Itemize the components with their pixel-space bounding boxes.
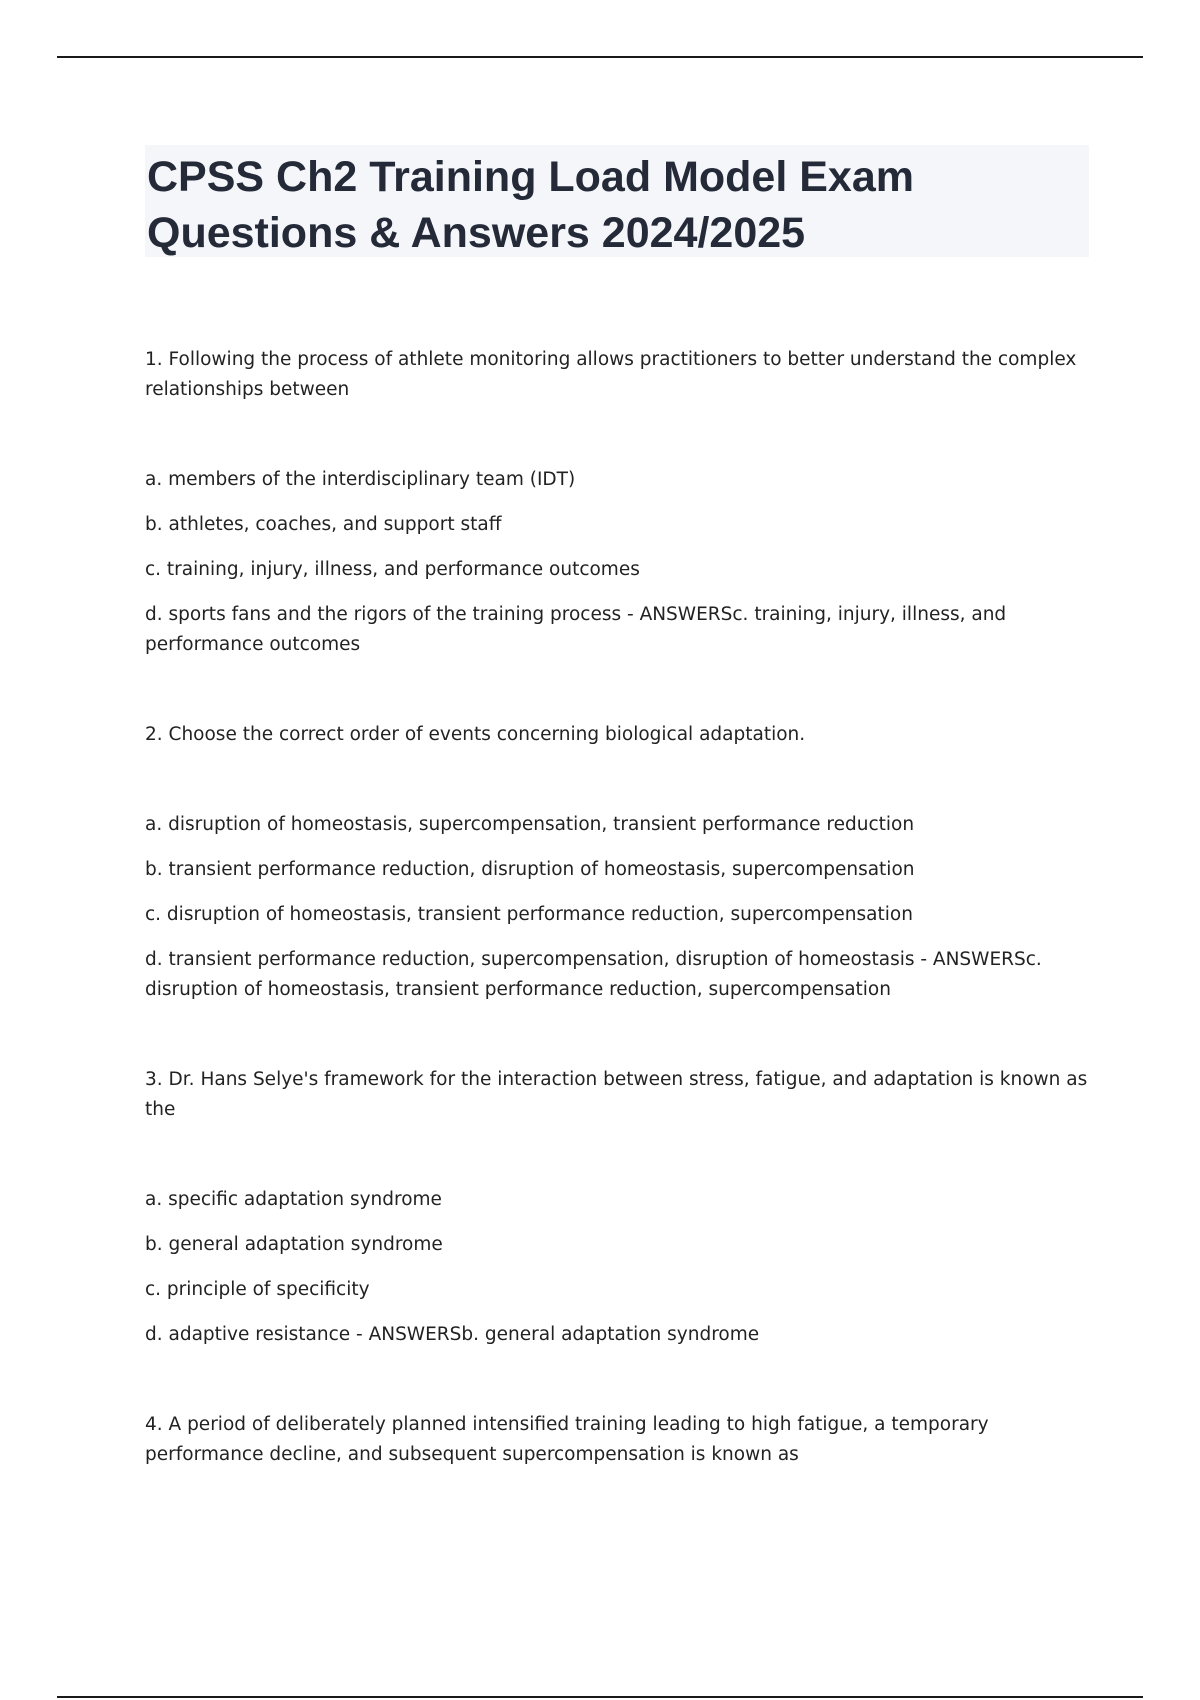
option-d-with-answer: d. transient performance reduction, supercompensation, disruption of homeostasis - ANSWERSc. disruption of homeostasis, transient performance reduction, supercompensation — [145, 949, 1042, 1000]
question-3 — [145, 1065, 1095, 1350]
question-list — [145, 345, 1095, 1530]
answer-options — [145, 1185, 1095, 1350]
option-c: c. training, injury, illness, and performance outcomes — [145, 559, 640, 580]
answer-options — [145, 465, 1095, 660]
bottom-divider — [57, 1696, 1143, 1698]
question-4 — [145, 1410, 1095, 1470]
question-1 — [145, 345, 1095, 660]
question-text: 4. A period of deliberately planned intensified training leading to high fatigue, a temporary performance decline, and subsequent supercompensation is known as — [145, 1414, 989, 1465]
question-text: 2. Choose the correct order of events concerning biological adaptation. — [145, 724, 806, 745]
question-2 — [145, 720, 1095, 1005]
question-text: 1. Following the process of athlete monitoring allows practitioners to better understand the complex relationships between — [145, 349, 1077, 400]
option-b: b. general adaptation syndrome — [145, 1234, 443, 1255]
option-a: a. members of the interdisciplinary team (IDT) — [145, 469, 576, 490]
option-a: a. specific adaptation syndrome — [145, 1189, 442, 1210]
top-divider — [57, 56, 1143, 58]
option-d-with-answer: d. adaptive resistance - ANSWERSb. general adaptation syndrome — [145, 1324, 760, 1345]
option-b: b. transient performance reduction, disruption of homeostasis, supercompensation — [145, 859, 915, 880]
option-b: b. athletes, coaches, and support staff — [145, 514, 502, 535]
title-block — [145, 145, 1089, 257]
answer-options — [145, 810, 1095, 1005]
option-c: c. disruption of homeostasis, transient performance reduction, supercompensation — [145, 904, 913, 925]
question-text: 3. Dr. Hans Selye's framework for the interaction between stress, fatigue, and adaptation is known as the — [145, 1069, 1088, 1120]
option-c: c. principle of specificity — [145, 1279, 370, 1300]
option-a: a. disruption of homeostasis, supercompensation, transient performance reduction — [145, 814, 915, 835]
option-d-with-answer: d. sports fans and the rigors of the training process - ANSWERSc. training, injury, illness, and performance outcomes — [145, 604, 1007, 655]
document-title: CPSS Ch2 Training Load Model Exam Questions & Answers 2024/2025 — [147, 153, 914, 257]
